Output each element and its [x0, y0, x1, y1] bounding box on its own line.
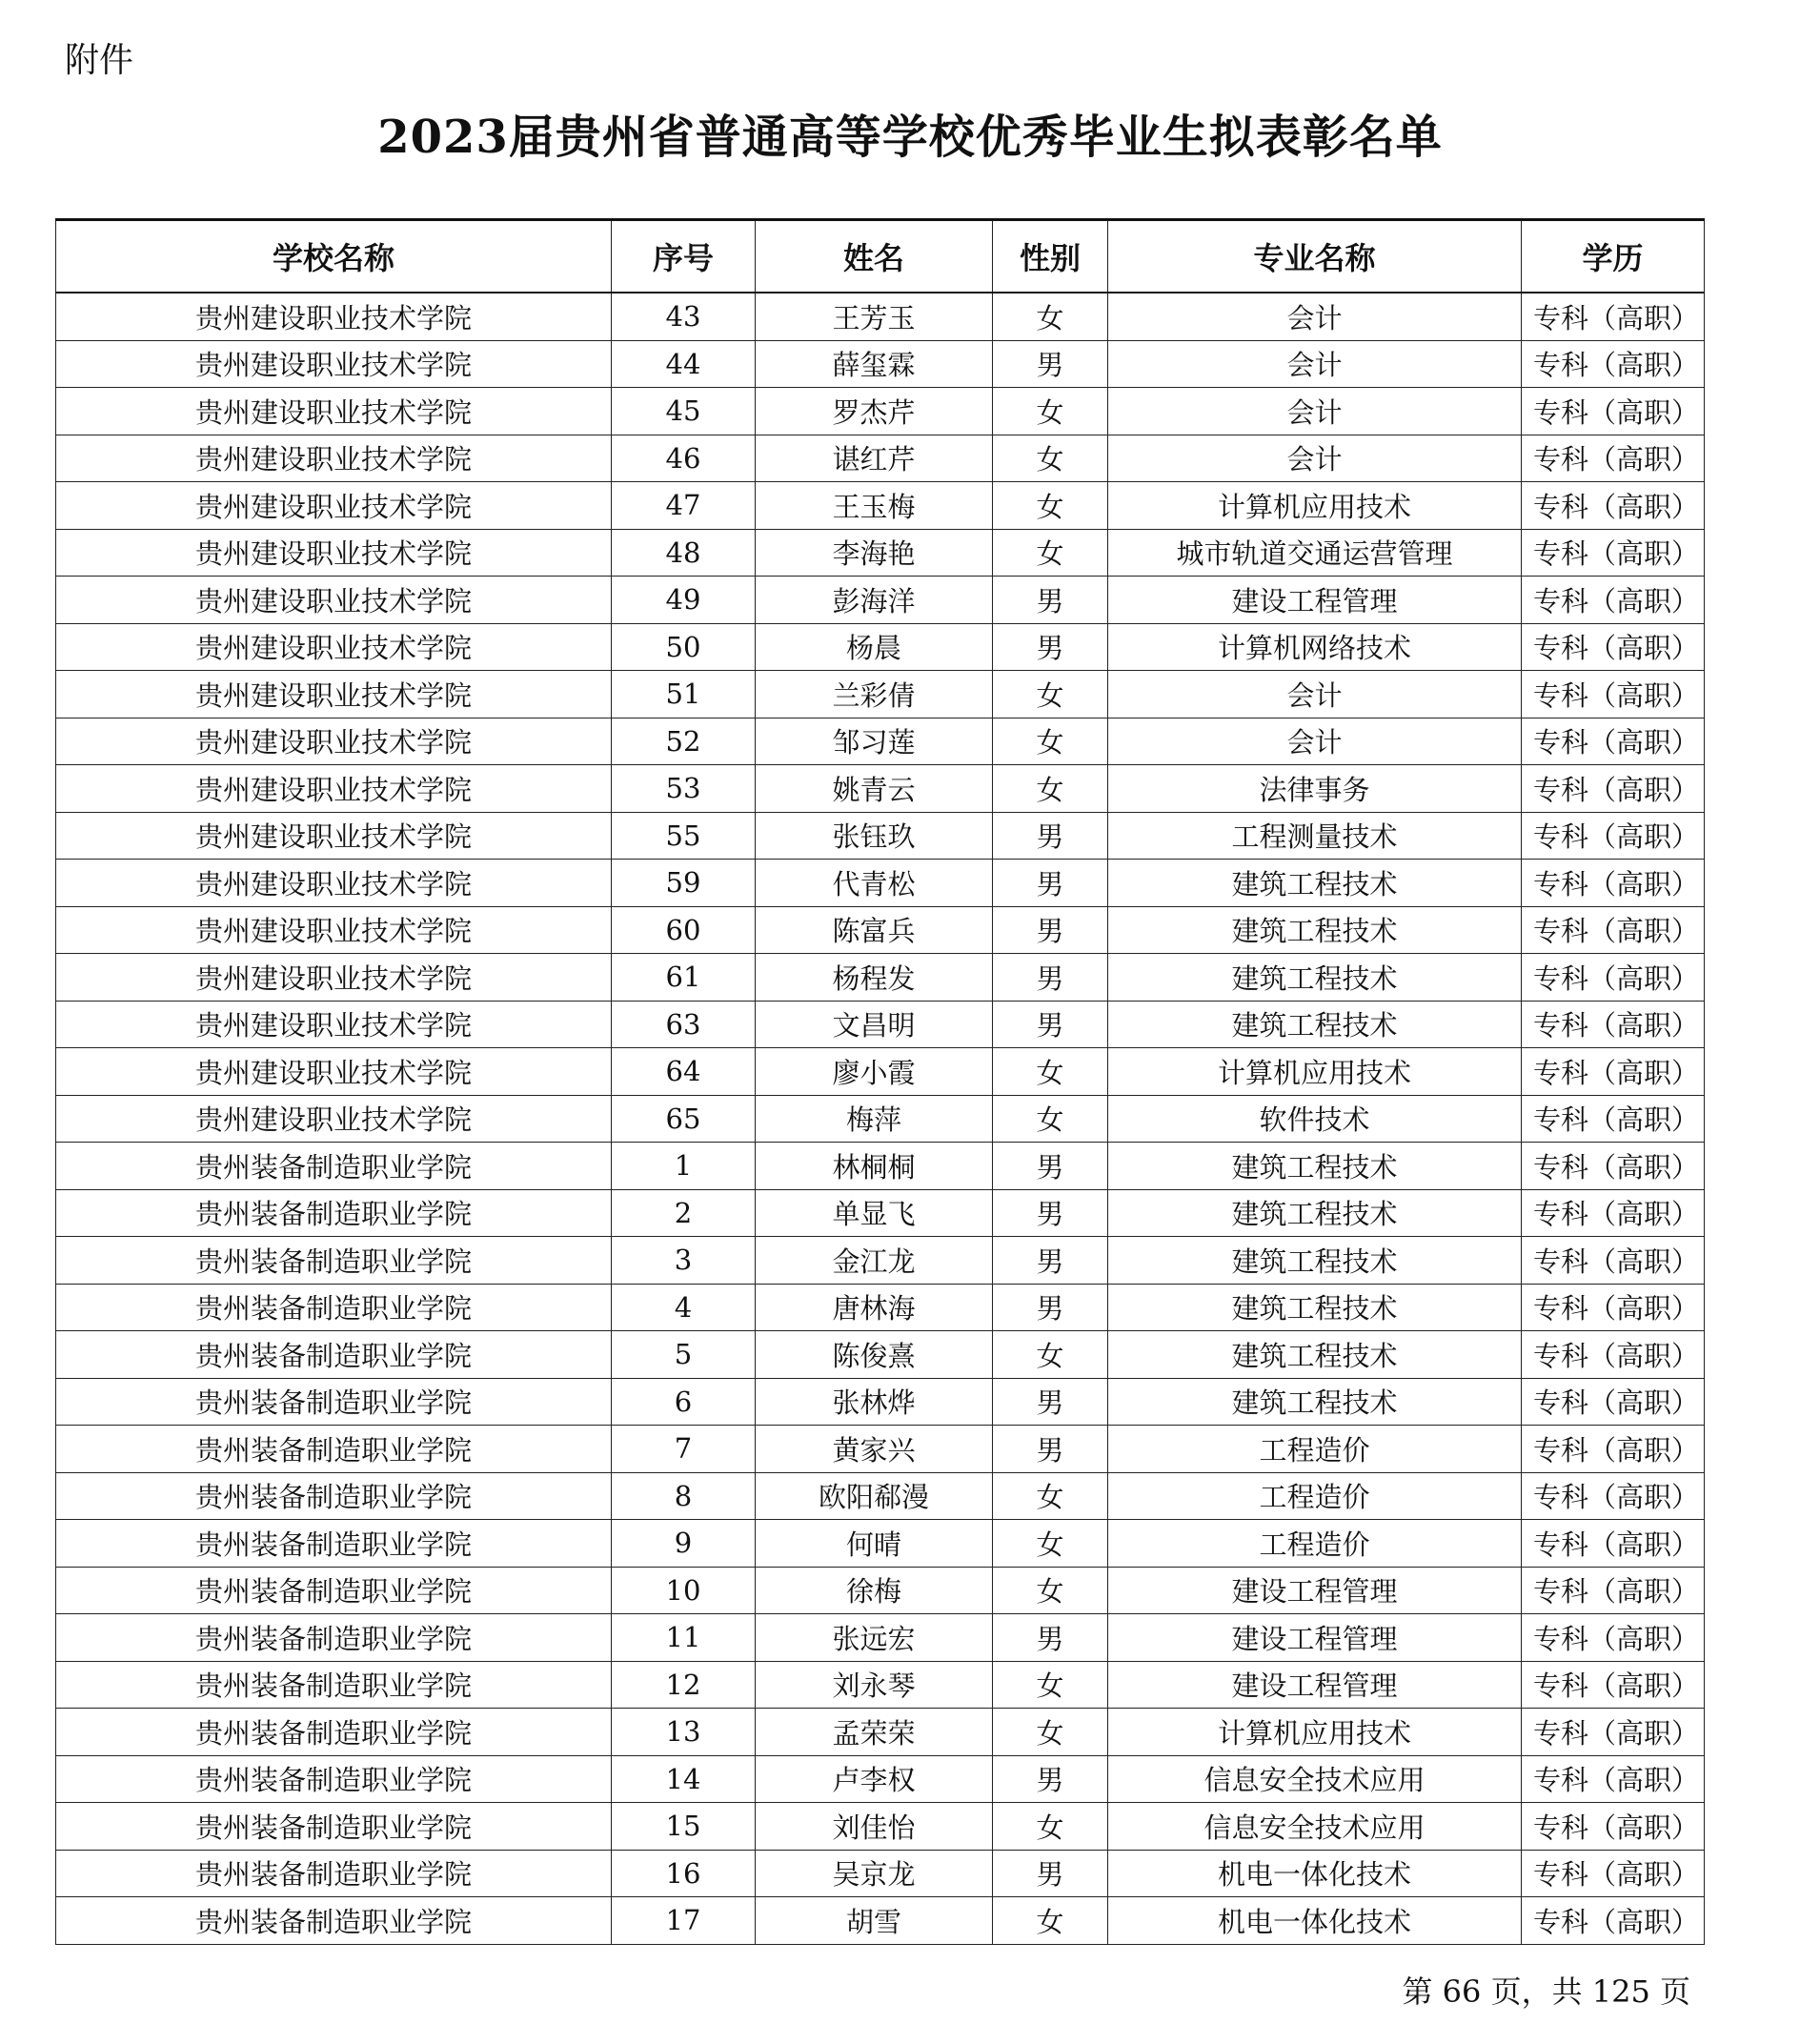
table-row: [56, 293, 1705, 340]
gender-cell: 女: [993, 718, 1108, 765]
major-cell: 建筑工程技术: [1108, 860, 1522, 907]
table-row: [56, 954, 1705, 1002]
attachment-label: 附件: [65, 41, 134, 80]
table-row: [56, 340, 1705, 388]
student-name-cell: 何晴: [756, 1520, 993, 1568]
education-cell: 专科（高职）: [1522, 1755, 1705, 1803]
serial-number-cell: 64: [612, 1048, 756, 1096]
major-cell: 建筑工程技术: [1108, 1331, 1522, 1379]
major-cell: 软件技术: [1108, 1095, 1522, 1143]
table-row: [56, 435, 1705, 482]
education-cell: 专科（高职）: [1522, 1284, 1705, 1331]
serial-number-cell: 11: [612, 1614, 756, 1662]
school-name-cell: 贵州建设职业技术学院: [56, 482, 612, 530]
gender-cell: 男: [993, 1284, 1108, 1331]
serial-number-cell: 55: [612, 812, 756, 860]
table-row: [56, 529, 1705, 577]
gender-cell: 男: [993, 860, 1108, 907]
gender-cell: 男: [993, 954, 1108, 1002]
school-name-cell: 贵州建设职业技术学院: [56, 623, 612, 671]
education-cell: 专科（高职）: [1522, 340, 1705, 388]
serial-number-cell: 50: [612, 623, 756, 671]
table-row: [56, 906, 1705, 954]
serial-number-cell: 6: [612, 1378, 756, 1426]
serial-number-cell: 52: [612, 718, 756, 765]
gender-cell: 女: [993, 1520, 1108, 1568]
education-cell: 专科（高职）: [1522, 529, 1705, 577]
education-cell: 专科（高职）: [1522, 1143, 1705, 1190]
education-cell: 专科（高职）: [1522, 1001, 1705, 1048]
school-name-cell: 贵州建设职业技术学院: [56, 1048, 612, 1096]
major-cell: 会计: [1108, 718, 1522, 765]
header-serial-number: 序号: [612, 220, 756, 293]
education-cell: 专科（高职）: [1522, 435, 1705, 482]
major-cell: 建筑工程技术: [1108, 1143, 1522, 1190]
major-cell: 建筑工程技术: [1108, 1189, 1522, 1237]
education-cell: 专科（高职）: [1522, 671, 1705, 718]
school-name-cell: 贵州建设职业技术学院: [56, 954, 612, 1002]
header-education: 学历: [1522, 220, 1705, 293]
table-row: [56, 671, 1705, 718]
table-row: [56, 1520, 1705, 1568]
major-cell: 工程造价: [1108, 1520, 1522, 1568]
gender-cell: 女: [993, 671, 1108, 718]
table-row: [56, 1755, 1705, 1803]
gender-cell: 女: [993, 1472, 1108, 1520]
education-cell: 专科（高职）: [1522, 1567, 1705, 1614]
serial-number-cell: 61: [612, 954, 756, 1002]
student-name-cell: 林桐桐: [756, 1143, 993, 1190]
major-cell: 工程造价: [1108, 1472, 1522, 1520]
serial-number-cell: 47: [612, 482, 756, 530]
major-cell: 工程造价: [1108, 1426, 1522, 1473]
major-cell: 计算机应用技术: [1108, 1048, 1522, 1096]
education-cell: 专科（高职）: [1522, 812, 1705, 860]
table-row: [56, 1472, 1705, 1520]
gender-cell: 女: [993, 1567, 1108, 1614]
major-cell: 建设工程管理: [1108, 1567, 1522, 1614]
serial-number-cell: 12: [612, 1661, 756, 1709]
gender-cell: 女: [993, 1331, 1108, 1379]
page-number: 第 66 页，共 125 页: [1402, 1973, 1690, 2010]
student-name-cell: 欧阳郗漫: [756, 1472, 993, 1520]
serial-number-cell: 9: [612, 1520, 756, 1568]
education-cell: 专科（高职）: [1522, 1803, 1705, 1851]
school-name-cell: 贵州装备制造职业学院: [56, 1567, 612, 1614]
table-row: [56, 388, 1705, 435]
school-name-cell: 贵州建设职业技术学院: [56, 388, 612, 435]
table-row: [56, 1331, 1705, 1379]
serial-number-cell: 63: [612, 1001, 756, 1048]
school-name-cell: 贵州建设职业技术学院: [56, 812, 612, 860]
table-row: [56, 1048, 1705, 1096]
major-cell: 建筑工程技术: [1108, 954, 1522, 1002]
table-row: [56, 623, 1705, 671]
table-row: [56, 1189, 1705, 1237]
serial-number-cell: 15: [612, 1803, 756, 1851]
school-name-cell: 贵州装备制造职业学院: [56, 1614, 612, 1662]
education-cell: 专科（高职）: [1522, 1520, 1705, 1568]
education-cell: 专科（高职）: [1522, 1709, 1705, 1756]
school-name-cell: 贵州装备制造职业学院: [56, 1426, 612, 1473]
school-name-cell: 贵州装备制造职业学院: [56, 1661, 612, 1709]
serial-number-cell: 3: [612, 1237, 756, 1285]
school-name-cell: 贵州建设职业技术学院: [56, 671, 612, 718]
serial-number-cell: 43: [612, 293, 756, 340]
serial-number-cell: 44: [612, 340, 756, 388]
education-cell: 专科（高职）: [1522, 1189, 1705, 1237]
school-name-cell: 贵州装备制造职业学院: [56, 1189, 612, 1237]
gender-cell: 男: [993, 623, 1108, 671]
school-name-cell: 贵州建设职业技术学院: [56, 340, 612, 388]
serial-number-cell: 46: [612, 435, 756, 482]
education-cell: 专科（高职）: [1522, 954, 1705, 1002]
gender-cell: 男: [993, 1143, 1108, 1190]
school-name-cell: 贵州装备制造职业学院: [56, 1850, 612, 1897]
major-cell: 建筑工程技术: [1108, 1378, 1522, 1426]
gender-cell: 女: [993, 1095, 1108, 1143]
gender-cell: 男: [993, 1614, 1108, 1662]
education-cell: 专科（高职）: [1522, 1850, 1705, 1897]
education-cell: 专科（高职）: [1522, 1237, 1705, 1285]
gender-cell: 男: [993, 1237, 1108, 1285]
major-cell: 建设工程管理: [1108, 1614, 1522, 1662]
student-name-cell: 文昌明: [756, 1001, 993, 1048]
table-row: [56, 1001, 1705, 1048]
table-row: [56, 1378, 1705, 1426]
gender-cell: 女: [993, 1803, 1108, 1851]
table-row: [56, 1567, 1705, 1614]
school-name-cell: 贵州建设职业技术学院: [56, 906, 612, 954]
student-name-cell: 梅萍: [756, 1095, 993, 1143]
gender-cell: 男: [993, 812, 1108, 860]
serial-number-cell: 60: [612, 906, 756, 954]
education-cell: 专科（高职）: [1522, 482, 1705, 530]
gender-cell: 女: [993, 1048, 1108, 1096]
major-cell: 建筑工程技术: [1108, 1284, 1522, 1331]
serial-number-cell: 8: [612, 1472, 756, 1520]
serial-number-cell: 51: [612, 671, 756, 718]
serial-number-cell: 45: [612, 388, 756, 435]
serial-number-cell: 16: [612, 1850, 756, 1897]
major-cell: 会计: [1108, 293, 1522, 340]
school-name-cell: 贵州装备制造职业学院: [56, 1897, 612, 1945]
serial-number-cell: 53: [612, 765, 756, 813]
school-name-cell: 贵州建设职业技术学院: [56, 293, 612, 340]
major-cell: 计算机应用技术: [1108, 1709, 1522, 1756]
school-name-cell: 贵州装备制造职业学院: [56, 1331, 612, 1379]
major-cell: 会计: [1108, 340, 1522, 388]
student-name-cell: 杨程发: [756, 954, 993, 1002]
education-cell: 专科（高职）: [1522, 623, 1705, 671]
major-cell: 机电一体化技术: [1108, 1850, 1522, 1897]
student-name-cell: 王芳玉: [756, 293, 993, 340]
serial-number-cell: 49: [612, 577, 756, 624]
major-cell: 建设工程管理: [1108, 577, 1522, 624]
school-name-cell: 贵州建设职业技术学院: [56, 529, 612, 577]
serial-number-cell: 65: [612, 1095, 756, 1143]
school-name-cell: 贵州装备制造职业学院: [56, 1472, 612, 1520]
student-name-cell: 黄家兴: [756, 1426, 993, 1473]
gender-cell: 女: [993, 1661, 1108, 1709]
school-name-cell: 贵州装备制造职业学院: [56, 1284, 612, 1331]
school-name-cell: 贵州装备制造职业学院: [56, 1520, 612, 1568]
education-cell: 专科（高职）: [1522, 1472, 1705, 1520]
header-gender: 性别: [993, 220, 1108, 293]
school-name-cell: 贵州建设职业技术学院: [56, 718, 612, 765]
serial-number-cell: 59: [612, 860, 756, 907]
school-name-cell: 贵州建设职业技术学院: [56, 765, 612, 813]
student-name-cell: 唐林海: [756, 1284, 993, 1331]
student-name-cell: 兰彩倩: [756, 671, 993, 718]
gender-cell: 男: [993, 340, 1108, 388]
serial-number-cell: 13: [612, 1709, 756, 1756]
education-cell: 专科（高职）: [1522, 1331, 1705, 1379]
student-name-cell: 杨晨: [756, 623, 993, 671]
table-row: [56, 812, 1705, 860]
student-name-cell: 邹习莲: [756, 718, 993, 765]
gender-cell: 女: [993, 388, 1108, 435]
student-name-cell: 张钰玖: [756, 812, 993, 860]
gender-cell: 女: [993, 765, 1108, 813]
major-cell: 法律事务: [1108, 765, 1522, 813]
gender-cell: 男: [993, 1001, 1108, 1048]
serial-number-cell: 48: [612, 529, 756, 577]
school-name-cell: 贵州建设职业技术学院: [56, 1095, 612, 1143]
gender-cell: 女: [993, 529, 1108, 577]
student-name-cell: 卢李权: [756, 1755, 993, 1803]
table-row: [56, 1426, 1705, 1473]
gender-cell: 女: [993, 1709, 1108, 1756]
table-row: [56, 1897, 1705, 1945]
education-cell: 专科（高职）: [1522, 1095, 1705, 1143]
gender-cell: 男: [993, 1189, 1108, 1237]
gender-cell: 女: [993, 293, 1108, 340]
table-row: [56, 482, 1705, 530]
major-cell: 建设工程管理: [1108, 1661, 1522, 1709]
table-row: [56, 1850, 1705, 1897]
student-name-cell: 刘永琴: [756, 1661, 993, 1709]
gender-cell: 男: [993, 1426, 1108, 1473]
major-cell: 工程测量技术: [1108, 812, 1522, 860]
school-name-cell: 贵州装备制造职业学院: [56, 1143, 612, 1190]
gender-cell: 男: [993, 906, 1108, 954]
education-cell: 专科（高职）: [1522, 765, 1705, 813]
student-name-cell: 姚青云: [756, 765, 993, 813]
student-name-cell: 张远宏: [756, 1614, 993, 1662]
table-row: [56, 577, 1705, 624]
education-cell: 专科（高职）: [1522, 388, 1705, 435]
education-cell: 专科（高职）: [1522, 860, 1705, 907]
student-name-cell: 薛玺霖: [756, 340, 993, 388]
school-name-cell: 贵州建设职业技术学院: [56, 435, 612, 482]
student-name-cell: 金江龙: [756, 1237, 993, 1285]
school-name-cell: 贵州装备制造职业学院: [56, 1755, 612, 1803]
gender-cell: 女: [993, 1897, 1108, 1945]
education-cell: 专科（高职）: [1522, 718, 1705, 765]
school-name-cell: 贵州装备制造职业学院: [56, 1803, 612, 1851]
serial-number-cell: 2: [612, 1189, 756, 1237]
student-name-cell: 李海艳: [756, 529, 993, 577]
student-name-cell: 吴京龙: [756, 1850, 993, 1897]
gender-cell: 女: [993, 482, 1108, 530]
table-row: [56, 1237, 1705, 1285]
student-name-cell: 单显飞: [756, 1189, 993, 1237]
student-name-cell: 陈富兵: [756, 906, 993, 954]
student-name-cell: 徐梅: [756, 1567, 993, 1614]
education-cell: 专科（高职）: [1522, 1661, 1705, 1709]
table-row: [56, 1095, 1705, 1143]
table-row: [56, 860, 1705, 907]
school-name-cell: 贵州装备制造职业学院: [56, 1378, 612, 1426]
major-cell: 信息安全技术应用: [1108, 1755, 1522, 1803]
education-cell: 专科（高职）: [1522, 293, 1705, 340]
serial-number-cell: 17: [612, 1897, 756, 1945]
major-cell: 会计: [1108, 388, 1522, 435]
serial-number-cell: 5: [612, 1331, 756, 1379]
serial-number-cell: 7: [612, 1426, 756, 1473]
table-row: [56, 1143, 1705, 1190]
school-name-cell: 贵州装备制造职业学院: [56, 1709, 612, 1756]
major-cell: 信息安全技术应用: [1108, 1803, 1522, 1851]
gender-cell: 男: [993, 1850, 1108, 1897]
student-name-cell: 张林烨: [756, 1378, 993, 1426]
education-cell: 专科（高职）: [1522, 1426, 1705, 1473]
student-name-cell: 孟荣荣: [756, 1709, 993, 1756]
student-name-cell: 王玉梅: [756, 482, 993, 530]
document-title: 2023届贵州省普通高等学校优秀毕业生拟表彰名单: [377, 111, 1443, 164]
serial-number-cell: 1: [612, 1143, 756, 1190]
major-cell: 建筑工程技术: [1108, 1001, 1522, 1048]
education-cell: 专科（高职）: [1522, 1897, 1705, 1945]
table-row: [56, 765, 1705, 813]
table-row: [56, 1803, 1705, 1851]
major-cell: 会计: [1108, 435, 1522, 482]
gender-cell: 男: [993, 1755, 1108, 1803]
major-cell: 会计: [1108, 671, 1522, 718]
table-row: [56, 1661, 1705, 1709]
major-cell: 计算机应用技术: [1108, 482, 1522, 530]
table-header-row: [56, 220, 1705, 293]
serial-number-cell: 14: [612, 1755, 756, 1803]
table-row: [56, 1614, 1705, 1662]
honoree-table: [55, 218, 1705, 1945]
education-cell: 专科（高职）: [1522, 577, 1705, 624]
header-major: 专业名称: [1108, 220, 1522, 293]
gender-cell: 男: [993, 577, 1108, 624]
education-cell: 专科（高职）: [1522, 906, 1705, 954]
student-name-cell: 陈俊熹: [756, 1331, 993, 1379]
student-name-cell: 谌红芹: [756, 435, 993, 482]
serial-number-cell: 10: [612, 1567, 756, 1614]
student-name-cell: 胡雪: [756, 1897, 993, 1945]
major-cell: 建筑工程技术: [1108, 1237, 1522, 1285]
student-name-cell: 彭海洋: [756, 577, 993, 624]
student-name-cell: 罗杰芹: [756, 388, 993, 435]
school-name-cell: 贵州建设职业技术学院: [56, 860, 612, 907]
gender-cell: 女: [993, 435, 1108, 482]
student-name-cell: 代青松: [756, 860, 993, 907]
major-cell: 机电一体化技术: [1108, 1897, 1522, 1945]
major-cell: 建筑工程技术: [1108, 906, 1522, 954]
student-name-cell: 廖小霞: [756, 1048, 993, 1096]
table-row: [56, 1709, 1705, 1756]
school-name-cell: 贵州装备制造职业学院: [56, 1237, 612, 1285]
major-cell: 计算机网络技术: [1108, 623, 1522, 671]
header-student-name: 姓名: [756, 220, 993, 293]
school-name-cell: 贵州建设职业技术学院: [56, 577, 612, 624]
education-cell: 专科（高职）: [1522, 1614, 1705, 1662]
serial-number-cell: 4: [612, 1284, 756, 1331]
table-body: [56, 293, 1705, 1944]
header-school-name: 学校名称: [56, 220, 612, 293]
education-cell: 专科（高职）: [1522, 1378, 1705, 1426]
major-cell: 城市轨道交通运营管理: [1108, 529, 1522, 577]
education-cell: 专科（高职）: [1522, 1048, 1705, 1096]
school-name-cell: 贵州建设职业技术学院: [56, 1001, 612, 1048]
student-name-cell: 刘佳怡: [756, 1803, 993, 1851]
table-row: [56, 1284, 1705, 1331]
table-row: [56, 718, 1705, 765]
gender-cell: 男: [993, 1378, 1108, 1426]
